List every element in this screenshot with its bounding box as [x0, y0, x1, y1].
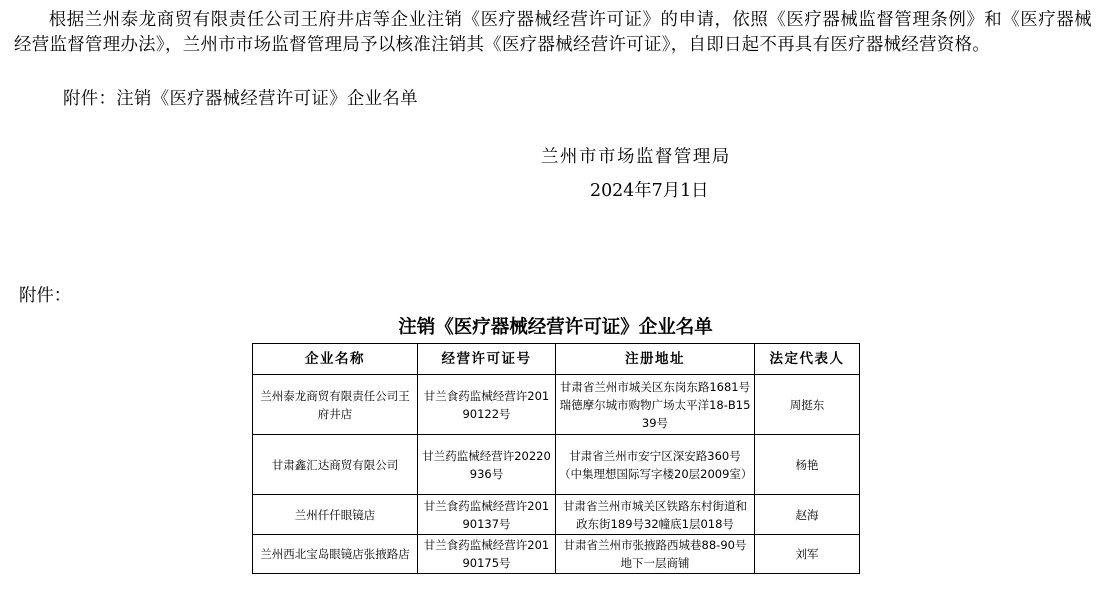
- cell-legal-representative: 赵海: [755, 495, 860, 535]
- cell-company-name: 兰州泰龙商贸有限责任公司王府井店: [253, 375, 418, 435]
- header-company-name: 企业名称: [253, 344, 418, 375]
- cell-license-number: 甘兰食药监械经营许20190137号: [418, 495, 556, 535]
- cell-license-number: 甘兰食药监械经营许20190122号: [418, 375, 556, 435]
- attachment-line: 附件：注销《医疗器械经营许可证》企业名单: [63, 89, 418, 109]
- cell-license-number: 甘兰食药监械经营许20190175号: [418, 535, 556, 574]
- cell-company-name: 甘肃鑫汇达商贸有限公司: [253, 435, 418, 495]
- annex-label: 附件：: [19, 286, 72, 306]
- cell-license-number: 甘兰药监械经营许20220936号: [418, 435, 556, 495]
- table-row: [253, 375, 860, 435]
- notice-paragraph: 根据兰州泰龙商贸有限责任公司王府井店等企业注销《医疗器械经营许可证》的申请，依照《医疗器械监督管理条例》和《医疗器械经营监督管理办法》，兰州市市场监督管理局予以核准注销其《医疗器械经营许可证》，自即日起不再具有医疗器械经营资格。: [14, 10, 1092, 55]
- header-registered-address: 注册地址: [556, 344, 755, 375]
- revocation-table: [252, 343, 860, 574]
- cell-registered-address: 甘肃省兰州市安宁区深安路360号（中集理想国际写字楼20层2009室）: [556, 435, 755, 495]
- table-row: [253, 495, 860, 535]
- issuer-signature: 兰州市市场监督管理局: [541, 147, 731, 167]
- table-header-row: [253, 344, 860, 375]
- cell-registered-address: 甘肃省兰州市城关区东岗东路1681号瑞德摩尔城市购物广场太平洋18-B1539号: [556, 375, 755, 435]
- cell-legal-representative: 刘军: [755, 535, 860, 574]
- cell-registered-address: 甘肃省兰州市张掖路西城巷88-90号地下一层商铺: [556, 535, 755, 574]
- cell-legal-representative: 周挺东: [755, 375, 860, 435]
- header-license-number: 经营许可证号: [418, 344, 556, 375]
- cell-legal-representative: 杨艳: [755, 435, 860, 495]
- cell-company-name: 兰州仟仟眼镜店: [253, 495, 418, 535]
- cell-registered-address: 甘肃省兰州市城关区铁路东村街道和政东街189号32幢底1层018号: [556, 495, 755, 535]
- cell-company-name: 兰州西北宝岛眼镜店张掖路店: [253, 535, 418, 574]
- issue-date: 2024年7月1日: [590, 181, 709, 201]
- table-row: [253, 435, 860, 495]
- header-legal-representative: 法定代表人: [755, 344, 860, 375]
- table-title: 注销《医疗器械经营许可证》企业名单: [398, 317, 713, 338]
- table-row: [253, 535, 860, 574]
